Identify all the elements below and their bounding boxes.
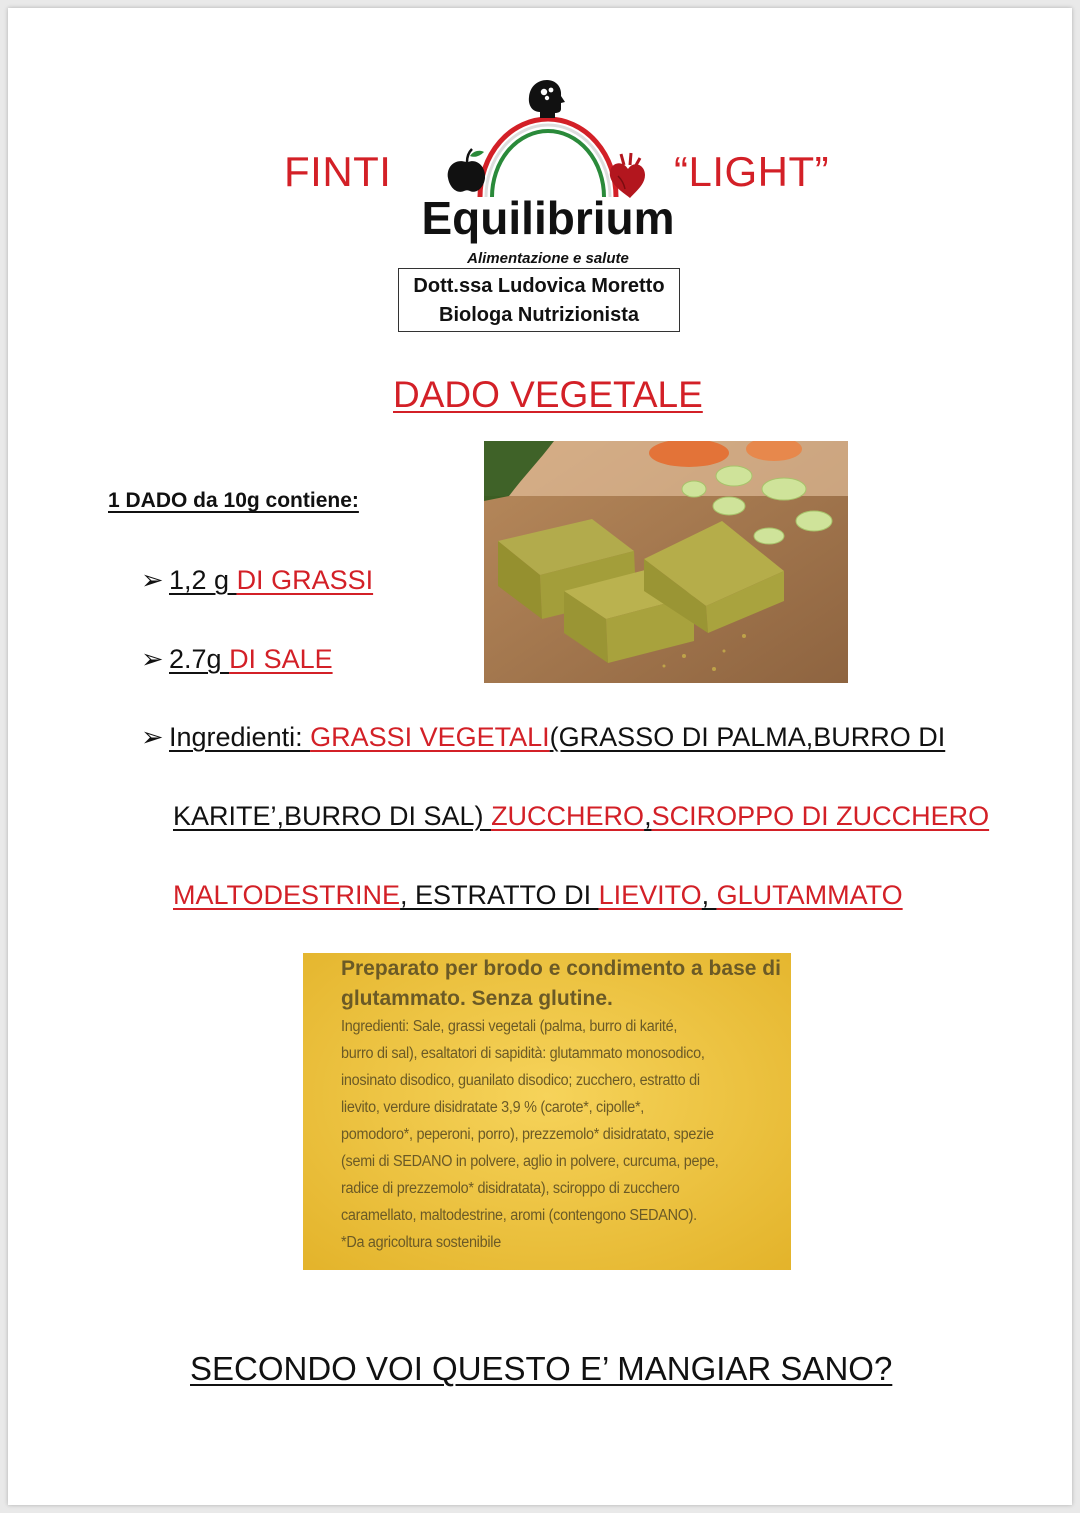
arrow-bullet-icon: ➢: [141, 565, 164, 595]
label-line: burro di sal), esaltatori di sapidità: glutammato monosodico,: [341, 1045, 705, 1062]
bullet-fat: [141, 565, 373, 596]
ingredient-segment: ,: [701, 880, 717, 910]
ingredient-segment: MALTODESTRINE: [173, 880, 401, 910]
arrow-bullet-icon: ➢: [141, 722, 164, 752]
ingredient-segment: GLUTAMMATO: [716, 880, 903, 910]
label-line: pomodoro*, peperoni, porro), prezzemolo* disidratato, spezie: [341, 1126, 714, 1143]
label-heading-1: Preparato per brodo e condimento a base di: [341, 957, 781, 980]
label-line: lievito, verdure disidratate 3,9 % (carote*, cipolle*,: [341, 1099, 645, 1116]
ingredients-line-2: [173, 801, 989, 832]
bullet-salt: [141, 644, 333, 675]
ingredient-segment: KARITE’,BURRO DI SAL): [173, 801, 492, 831]
label-line: caramellato, maltodestrine, aromi (contengono SEDANO).: [341, 1207, 697, 1224]
label-line: (semi di SEDANO in polvere, aglio in polvere, curcuma, pepe,: [341, 1153, 719, 1170]
ingredient-segment: GRASSI VEGETALI: [310, 722, 550, 752]
product-title: DADO VEGETALE: [393, 374, 703, 415]
label-line: Ingredienti: Sale, grassi vegetali (palma, burro di karité,: [341, 1018, 678, 1035]
arrow-bullet-icon: ➢: [141, 644, 164, 674]
label-heading-2: glutammato. Senza glutine.: [341, 987, 613, 1010]
stock-cube-photo: [484, 441, 848, 683]
ingredient-label-photo: [303, 953, 791, 1270]
label-line: inosinato disodico, guanilato disodico; zucchero, estratto di: [341, 1072, 700, 1089]
bullet-fat-value: 1,2 g: [169, 565, 237, 595]
ingredients-line-3: [173, 880, 903, 911]
ingredient-segment: ,: [644, 801, 652, 831]
bullet-salt-label: DI SALE: [229, 644, 333, 674]
closing-question: SECONDO VOI QUESTO E’ MANGIAR SANO?: [190, 1350, 893, 1387]
bullet-fat-label: DI GRASSI: [236, 565, 374, 595]
label-body: [341, 1013, 781, 1256]
equilibrium-logo: [428, 72, 668, 202]
ingredient-segment: SCIROPPO DI ZUCCHERO: [651, 801, 990, 831]
brain-head-icon: [529, 80, 565, 118]
doctor-title: Biologa Nutrizionista: [439, 304, 639, 326]
bullet-salt-value: 2.7g: [169, 644, 230, 674]
doctor-box: [398, 268, 680, 332]
apple-icon: [448, 149, 485, 192]
doctor-name: Dott.ssa Ludovica Moretto: [413, 275, 665, 297]
label-text: [341, 953, 781, 1256]
header-right-word: “LIGHT”: [674, 148, 830, 195]
ingredients-line-1: [141, 722, 945, 753]
header-left-word: FINTI: [284, 148, 392, 195]
ingredient-segment: , ESTRATTO DI: [400, 880, 599, 910]
document-page: [8, 8, 1072, 1505]
ingredients-label: Ingredienti:: [169, 722, 311, 752]
ingredient-segment: LIEVITO: [598, 880, 702, 910]
brand-tagline: Alimentazione e salute: [467, 250, 629, 267]
intro-text: 1 DADO da 10g contiene:: [108, 489, 359, 512]
label-line: *Da agricoltura sostenibile: [341, 1234, 501, 1251]
brand-name: Equilibrium: [421, 192, 675, 244]
label-line: radice di prezzemolo* disidratata), sciroppo di zucchero: [341, 1180, 680, 1197]
ingredient-segment: (GRASSO DI PALMA,BURRO DI: [549, 722, 946, 752]
ingredient-segment: ZUCCHERO: [491, 801, 645, 831]
